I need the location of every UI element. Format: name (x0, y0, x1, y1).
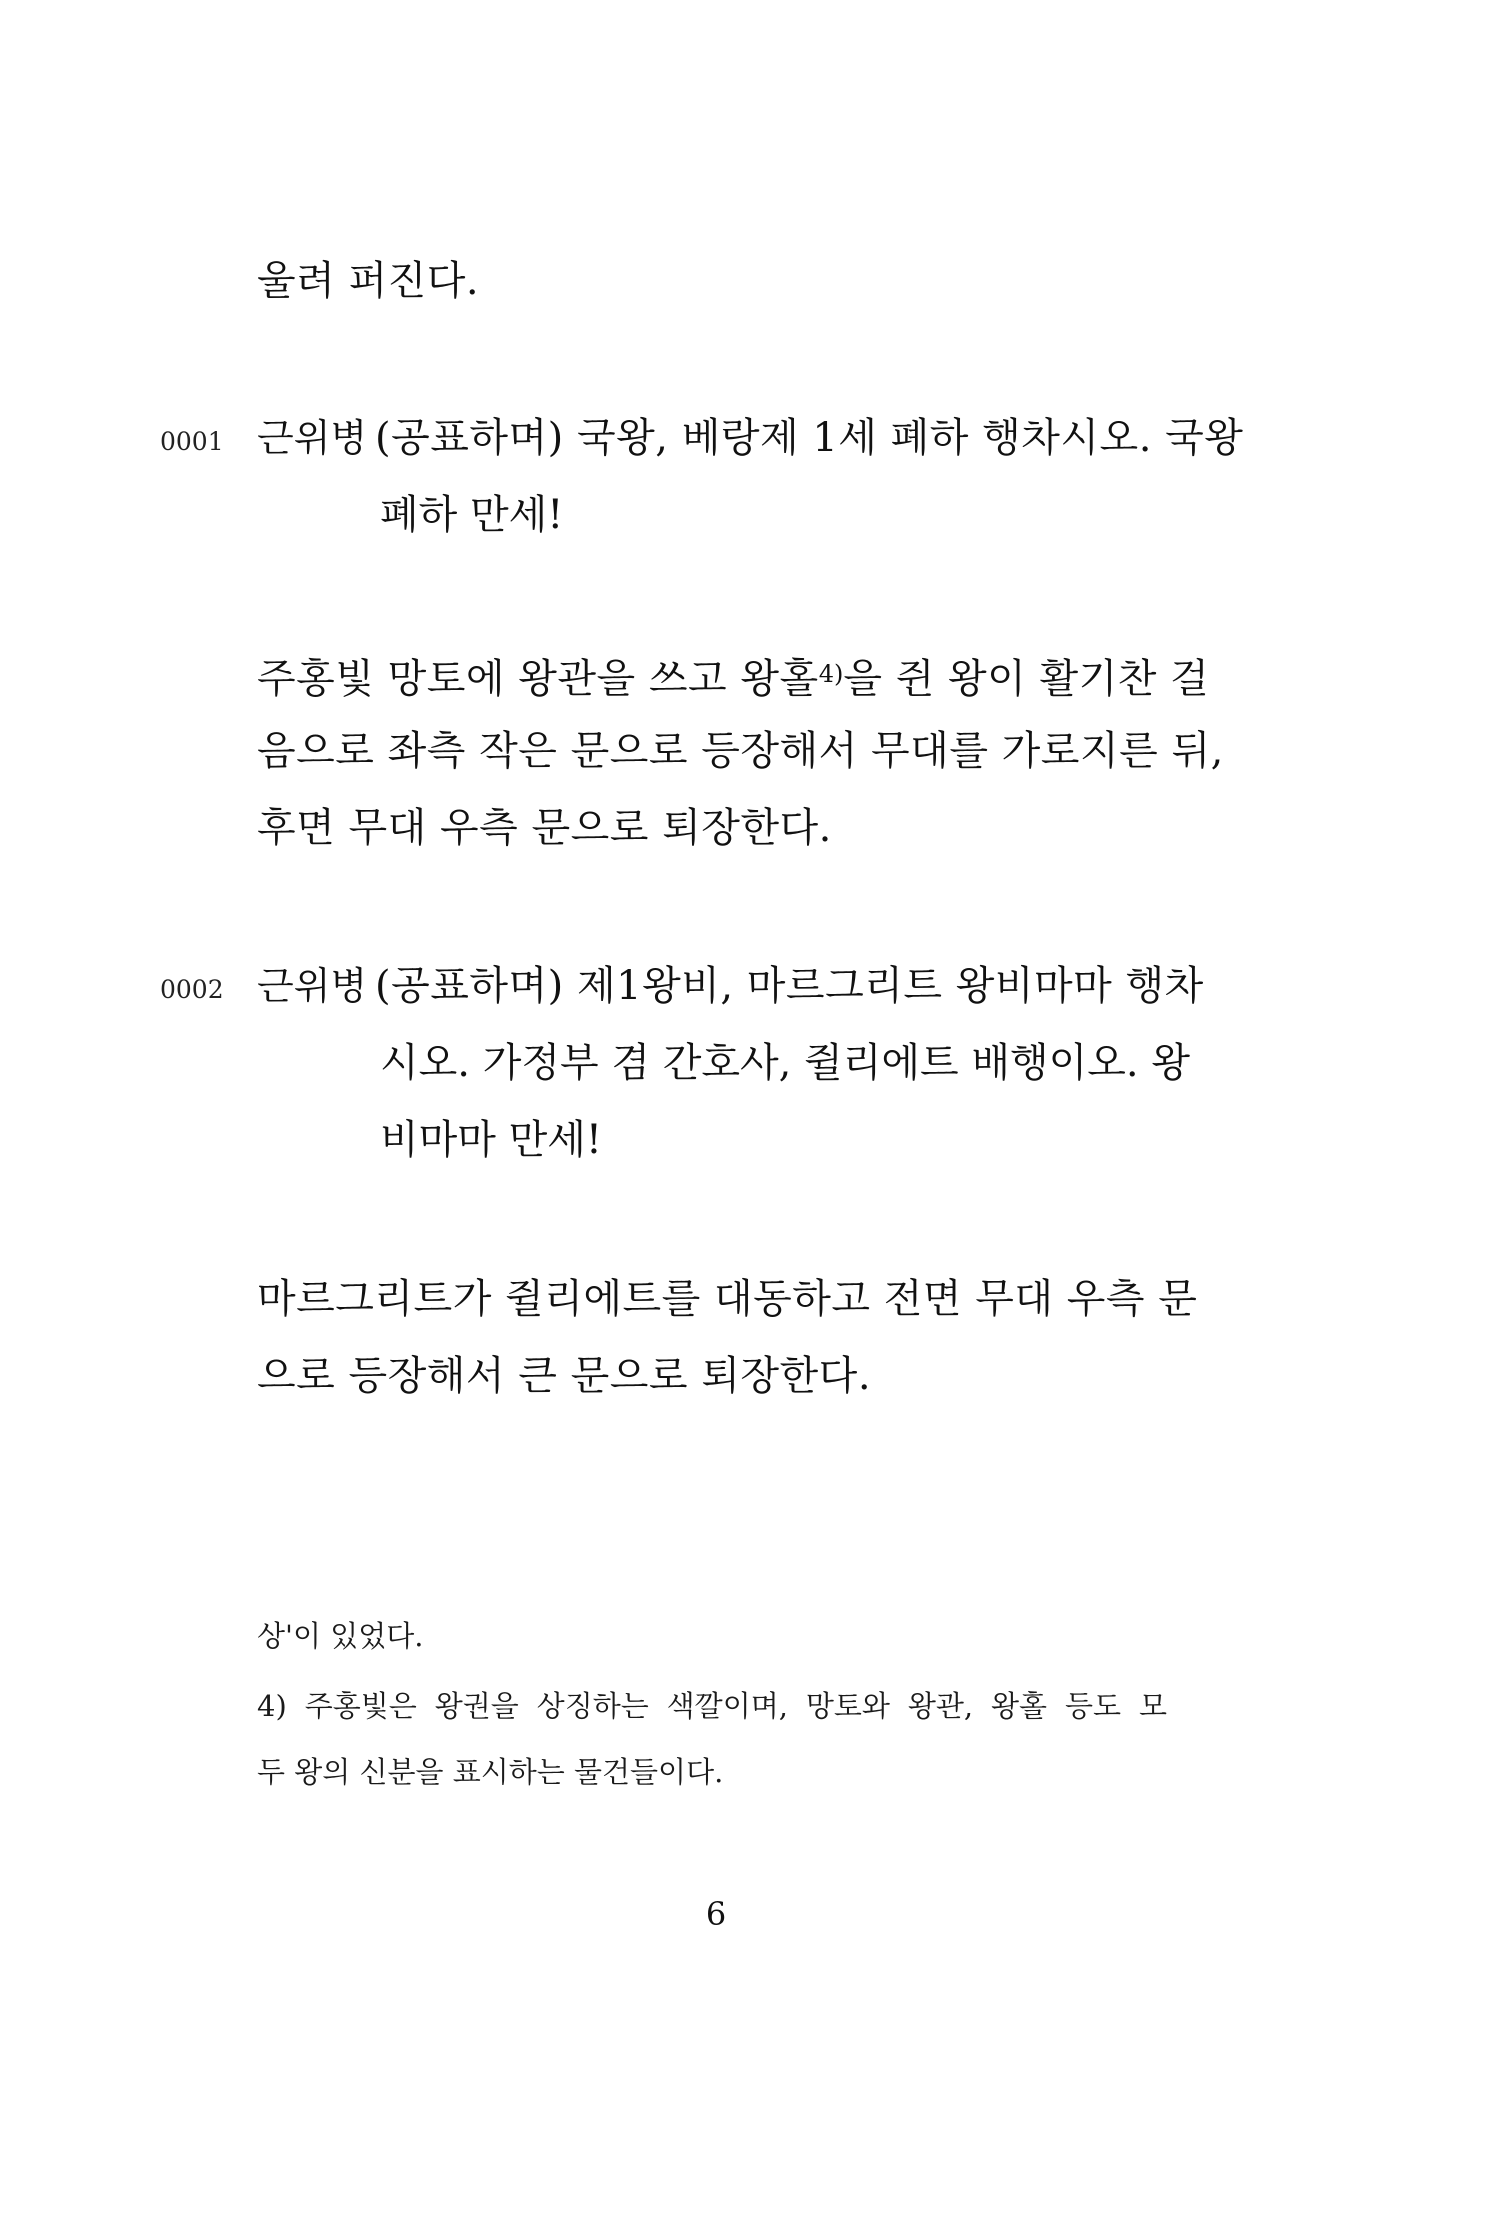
footnote-4-line: 두 왕의 신분을 표시하는 물건들이다. (257, 1755, 724, 1789)
dialogue-line: 폐하 만세! (380, 492, 564, 538)
footnote-marker: 4) (818, 660, 844, 688)
footnote-4-line: 4) 주홍빛은 왕권을 상징하는 색깔이며, 망토와 왕관, 왕홀 등도 모 (257, 1689, 1167, 1723)
stage-direction-line: 음으로 좌측 작은 문으로 등장해서 무대를 가로지른 뒤, (257, 728, 1224, 774)
dialogue-line: 비마마 만세! (380, 1117, 602, 1163)
cue-number: 0002 (160, 975, 224, 1004)
footnote-continued: 상'이 있었다. (257, 1619, 424, 1653)
dialogue-line: 시오. 가정부 겸 간호사, 쥘리에트 배행이오. 왕 (380, 1040, 1190, 1086)
cue-number: 0001 (160, 427, 224, 456)
dialogue-line: (공표하며) 국왕, 베랑제 1세 폐하 행차시오. 국왕 (375, 415, 1244, 461)
stage-direction-line: 후면 무대 우측 문으로 퇴장한다. (257, 805, 832, 851)
dialogue-line: (공표하며) 제1왕비, 마르그리트 왕비마마 행차 (375, 963, 1204, 1009)
speaker-name: 근위병 (257, 964, 368, 1008)
stage-direction-line: 주홍빛 망토에 왕관을 쓰고 왕홀$^{4)}$을 쥔 왕이 활기찬 걸 (257, 656, 1210, 702)
stage-direction-line: 마르그리트가 쥘리에트를 대동하고 전면 무대 우측 문 (257, 1276, 1198, 1322)
stage-direction-line: 으로 등장해서 큰 문으로 퇴장한다. (257, 1353, 872, 1399)
intro-line: 울려 퍼진다. (257, 258, 480, 304)
page-number: 6 (705, 1895, 727, 1933)
speaker-name: 근위병 (257, 416, 368, 460)
